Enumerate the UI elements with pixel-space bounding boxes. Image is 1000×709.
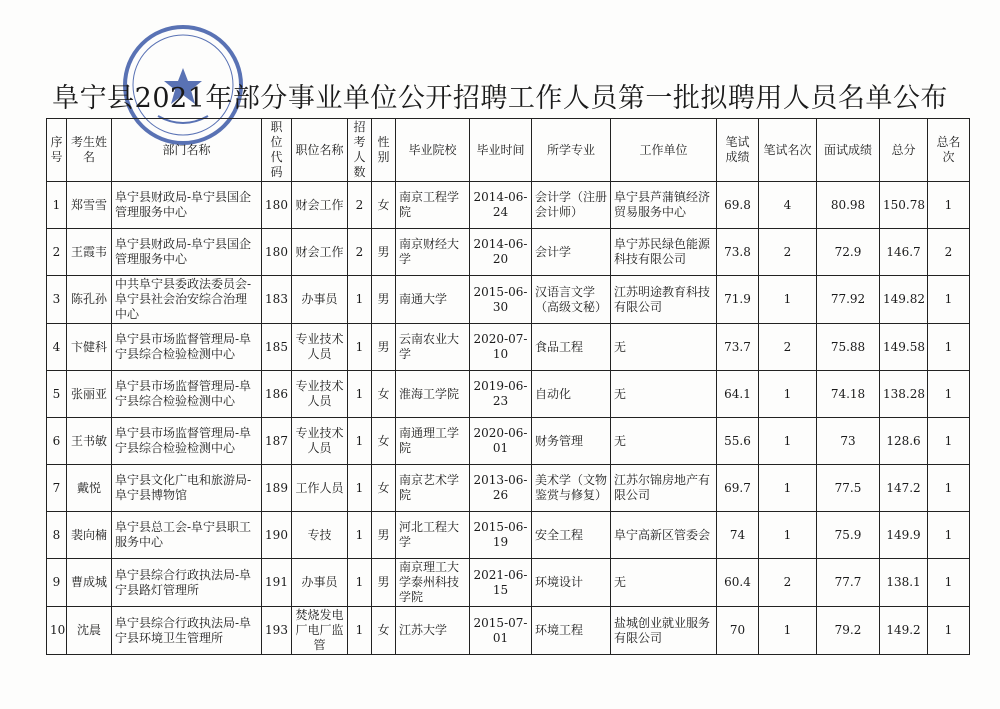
cell-dept: 阜宁县综合行政执法局-阜宁县环境卫生管理所 (112, 607, 262, 655)
cell-position: 专业技术人员 (292, 418, 348, 465)
cell-code: 185 (262, 324, 292, 371)
cell-name: 卞健科 (67, 324, 112, 371)
cell-major: 美术学（文物鉴赏与修复） (532, 465, 611, 512)
table-row (47, 465, 970, 512)
cell-written: 69.7 (717, 465, 759, 512)
cell-no: 6 (47, 418, 67, 465)
cell-no: 3 (47, 276, 67, 324)
table-row (47, 418, 970, 465)
column-header: 职位名称 (292, 119, 348, 182)
column-header: 序号 (47, 119, 67, 182)
cell-school: 南京理工大学泰州科技学院 (396, 559, 470, 607)
cell-major: 环境设计 (532, 559, 611, 607)
cell-quota: 1 (348, 512, 372, 559)
cell-name: 陈孔孙 (67, 276, 112, 324)
cell-quota: 2 (348, 182, 372, 229)
candidate-table (46, 118, 970, 655)
cell-school: 云南农业大学 (396, 324, 470, 371)
cell-total: 138.28 (880, 371, 928, 418)
cell-name: 王书敏 (67, 418, 112, 465)
cell-quota: 1 (348, 607, 372, 655)
cell-position: 专业技术人员 (292, 324, 348, 371)
cell-dept: 阜宁县市场监督管理局-阜宁县综合检验检测中心 (112, 418, 262, 465)
cell-gender: 女 (372, 465, 396, 512)
cell-gender: 男 (372, 324, 396, 371)
cell-written: 73.8 (717, 229, 759, 276)
cell-code: 180 (262, 182, 292, 229)
cell-wrank: 1 (759, 465, 817, 512)
cell-gender: 男 (372, 559, 396, 607)
cell-wrank: 1 (759, 418, 817, 465)
cell-major: 会计学 (532, 229, 611, 276)
cell-trank: 1 (928, 559, 970, 607)
cell-interview: 77.7 (817, 559, 880, 607)
cell-grad: 2020-06-01 (470, 418, 532, 465)
cell-code: 186 (262, 371, 292, 418)
cell-employer: 阜宁县芦蒲镇经济贸易服务中心 (611, 182, 717, 229)
cell-no: 5 (47, 371, 67, 418)
cell-school: 南京工程学院 (396, 182, 470, 229)
cell-dept: 阜宁县文化广电和旅游局-阜宁县博物馆 (112, 465, 262, 512)
cell-grad: 2015-06-19 (470, 512, 532, 559)
cell-dept: 阜宁县综合行政执法局-阜宁县路灯管理所 (112, 559, 262, 607)
cell-dept: 中共阜宁县委政法委员会-阜宁县社会治安综合治理中心 (112, 276, 262, 324)
table-row (47, 276, 970, 324)
cell-wrank: 1 (759, 371, 817, 418)
cell-trank: 1 (928, 607, 970, 655)
cell-interview: 79.2 (817, 607, 880, 655)
cell-code: 190 (262, 512, 292, 559)
cell-written: 71.9 (717, 276, 759, 324)
column-header: 性别 (372, 119, 396, 182)
cell-position: 财会工作 (292, 229, 348, 276)
cell-employer: 无 (611, 418, 717, 465)
page-title: 阜宁县2021年部分事业单位公开招聘工作人员第一批拟聘用人员名单公布 (52, 83, 948, 114)
cell-interview: 74.18 (817, 371, 880, 418)
column-header: 总名次 (928, 119, 970, 182)
cell-major: 财务管理 (532, 418, 611, 465)
cell-interview: 75.88 (817, 324, 880, 371)
cell-name: 郑雪雪 (67, 182, 112, 229)
cell-wrank: 4 (759, 182, 817, 229)
cell-school: 南京财经大学 (396, 229, 470, 276)
cell-grad: 2015-06-30 (470, 276, 532, 324)
cell-trank: 1 (928, 512, 970, 559)
cell-employer: 江苏明途教育科技有限公司 (611, 276, 717, 324)
cell-wrank: 2 (759, 559, 817, 607)
cell-total: 149.9 (880, 512, 928, 559)
cell-major: 会计学（注册会计师） (532, 182, 611, 229)
cell-name: 戴悦 (67, 465, 112, 512)
cell-written: 70 (717, 607, 759, 655)
cell-quota: 1 (348, 276, 372, 324)
cell-position: 财会工作 (292, 182, 348, 229)
cell-major: 安全工程 (532, 512, 611, 559)
table-row (47, 512, 970, 559)
cell-dept: 阜宁县财政局-阜宁县国企管理服务中心 (112, 229, 262, 276)
cell-interview: 73 (817, 418, 880, 465)
cell-no: 1 (47, 182, 67, 229)
table-row (47, 371, 970, 418)
cell-employer: 无 (611, 559, 717, 607)
cell-wrank: 1 (759, 512, 817, 559)
cell-school: 淮海工学院 (396, 371, 470, 418)
cell-school: 南京艺术学院 (396, 465, 470, 512)
cell-gender: 男 (372, 276, 396, 324)
cell-total: 150.78 (880, 182, 928, 229)
cell-wrank: 2 (759, 229, 817, 276)
cell-position: 专技 (292, 512, 348, 559)
cell-gender: 女 (372, 371, 396, 418)
cell-major: 自动化 (532, 371, 611, 418)
cell-employer: 江苏尔锦房地产有限公司 (611, 465, 717, 512)
cell-total: 128.6 (880, 418, 928, 465)
cell-no: 8 (47, 512, 67, 559)
cell-position: 工作人员 (292, 465, 348, 512)
cell-grad: 2021-06-15 (470, 559, 532, 607)
cell-grad: 2015-07-01 (470, 607, 532, 655)
cell-quota: 1 (348, 465, 372, 512)
cell-code: 183 (262, 276, 292, 324)
table-row (47, 182, 970, 229)
column-header: 笔试成绩 (717, 119, 759, 182)
cell-wrank: 1 (759, 607, 817, 655)
cell-name: 王霞韦 (67, 229, 112, 276)
cell-code: 193 (262, 607, 292, 655)
table-row (47, 559, 970, 607)
cell-code: 189 (262, 465, 292, 512)
cell-grad: 2020-07-10 (470, 324, 532, 371)
cell-interview: 80.98 (817, 182, 880, 229)
cell-quota: 2 (348, 229, 372, 276)
cell-position: 办事员 (292, 559, 348, 607)
cell-wrank: 1 (759, 276, 817, 324)
cell-dept: 阜宁县总工会-阜宁县职工服务中心 (112, 512, 262, 559)
cell-trank: 1 (928, 182, 970, 229)
cell-no: 10 (47, 607, 67, 655)
cell-position: 焚烧发电厂电厂监管 (292, 607, 348, 655)
column-header: 考生姓名 (67, 119, 112, 182)
cell-interview: 77.92 (817, 276, 880, 324)
cell-written: 69.8 (717, 182, 759, 229)
table-row (47, 607, 970, 655)
cell-school: 河北工程大学 (396, 512, 470, 559)
cell-school: 江苏大学 (396, 607, 470, 655)
cell-interview: 72.9 (817, 229, 880, 276)
cell-quota: 1 (348, 371, 372, 418)
cell-gender: 女 (372, 607, 396, 655)
cell-grad: 2014-06-24 (470, 182, 532, 229)
cell-employer: 盐城创业就业服务有限公司 (611, 607, 717, 655)
cell-total: 149.2 (880, 607, 928, 655)
column-header: 毕业院校 (396, 119, 470, 182)
cell-trank: 1 (928, 371, 970, 418)
cell-grad: 2013-06-26 (470, 465, 532, 512)
column-header: 所学专业 (532, 119, 611, 182)
cell-code: 187 (262, 418, 292, 465)
cell-quota: 1 (348, 324, 372, 371)
cell-major: 环境工程 (532, 607, 611, 655)
cell-trank: 2 (928, 229, 970, 276)
cell-total: 146.7 (880, 229, 928, 276)
cell-no: 7 (47, 465, 67, 512)
cell-school: 南通大学 (396, 276, 470, 324)
cell-written: 55.6 (717, 418, 759, 465)
cell-employer: 阜宁苏民绿色能源科技有限公司 (611, 229, 717, 276)
cell-position: 专业技术人员 (292, 371, 348, 418)
column-header: 笔试名次 (759, 119, 817, 182)
cell-major: 汉语言文学（高级文秘） (532, 276, 611, 324)
cell-wrank: 2 (759, 324, 817, 371)
column-header: 总分 (880, 119, 928, 182)
cell-interview: 77.5 (817, 465, 880, 512)
cell-major: 食品工程 (532, 324, 611, 371)
cell-no: 9 (47, 559, 67, 607)
cell-quota: 1 (348, 418, 372, 465)
cell-gender: 女 (372, 182, 396, 229)
cell-employer: 无 (611, 324, 717, 371)
cell-code: 180 (262, 229, 292, 276)
column-header: 招考人数 (348, 119, 372, 182)
cell-no: 2 (47, 229, 67, 276)
cell-written: 73.7 (717, 324, 759, 371)
table-header-row (47, 119, 970, 182)
cell-gender: 男 (372, 512, 396, 559)
cell-employer: 阜宁高新区管委会 (611, 512, 717, 559)
cell-employer: 无 (611, 371, 717, 418)
cell-quota: 1 (348, 559, 372, 607)
cell-code: 191 (262, 559, 292, 607)
cell-gender: 女 (372, 418, 396, 465)
column-header: 职位代码 (262, 119, 292, 182)
cell-trank: 1 (928, 324, 970, 371)
table-row (47, 324, 970, 371)
cell-total: 149.58 (880, 324, 928, 371)
cell-written: 64.1 (717, 371, 759, 418)
column-header: 毕业时间 (470, 119, 532, 182)
cell-interview: 75.9 (817, 512, 880, 559)
cell-gender: 男 (372, 229, 396, 276)
cell-grad: 2019-06-23 (470, 371, 532, 418)
cell-no: 4 (47, 324, 67, 371)
cell-dept: 阜宁县市场监督管理局-阜宁县综合检验检测中心 (112, 371, 262, 418)
cell-name: 张丽亚 (67, 371, 112, 418)
cell-name: 曹成城 (67, 559, 112, 607)
cell-grad: 2014-06-20 (470, 229, 532, 276)
column-header: 面试成绩 (817, 119, 880, 182)
cell-total: 138.1 (880, 559, 928, 607)
cell-name: 沈晨 (67, 607, 112, 655)
cell-trank: 1 (928, 465, 970, 512)
table-row (47, 229, 970, 276)
cell-position: 办事员 (292, 276, 348, 324)
cell-name: 裴向楠 (67, 512, 112, 559)
cell-trank: 1 (928, 276, 970, 324)
cell-written: 74 (717, 512, 759, 559)
cell-school: 南通理工学院 (396, 418, 470, 465)
column-header: 工作单位 (611, 119, 717, 182)
cell-total: 147.2 (880, 465, 928, 512)
cell-dept: 阜宁县市场监督管理局-阜宁县综合检验检测中心 (112, 324, 262, 371)
cell-written: 60.4 (717, 559, 759, 607)
column-header: 部门名称 (112, 119, 262, 182)
cell-total: 149.82 (880, 276, 928, 324)
cell-dept: 阜宁县财政局-阜宁县国企管理服务中心 (112, 182, 262, 229)
cell-trank: 1 (928, 418, 970, 465)
